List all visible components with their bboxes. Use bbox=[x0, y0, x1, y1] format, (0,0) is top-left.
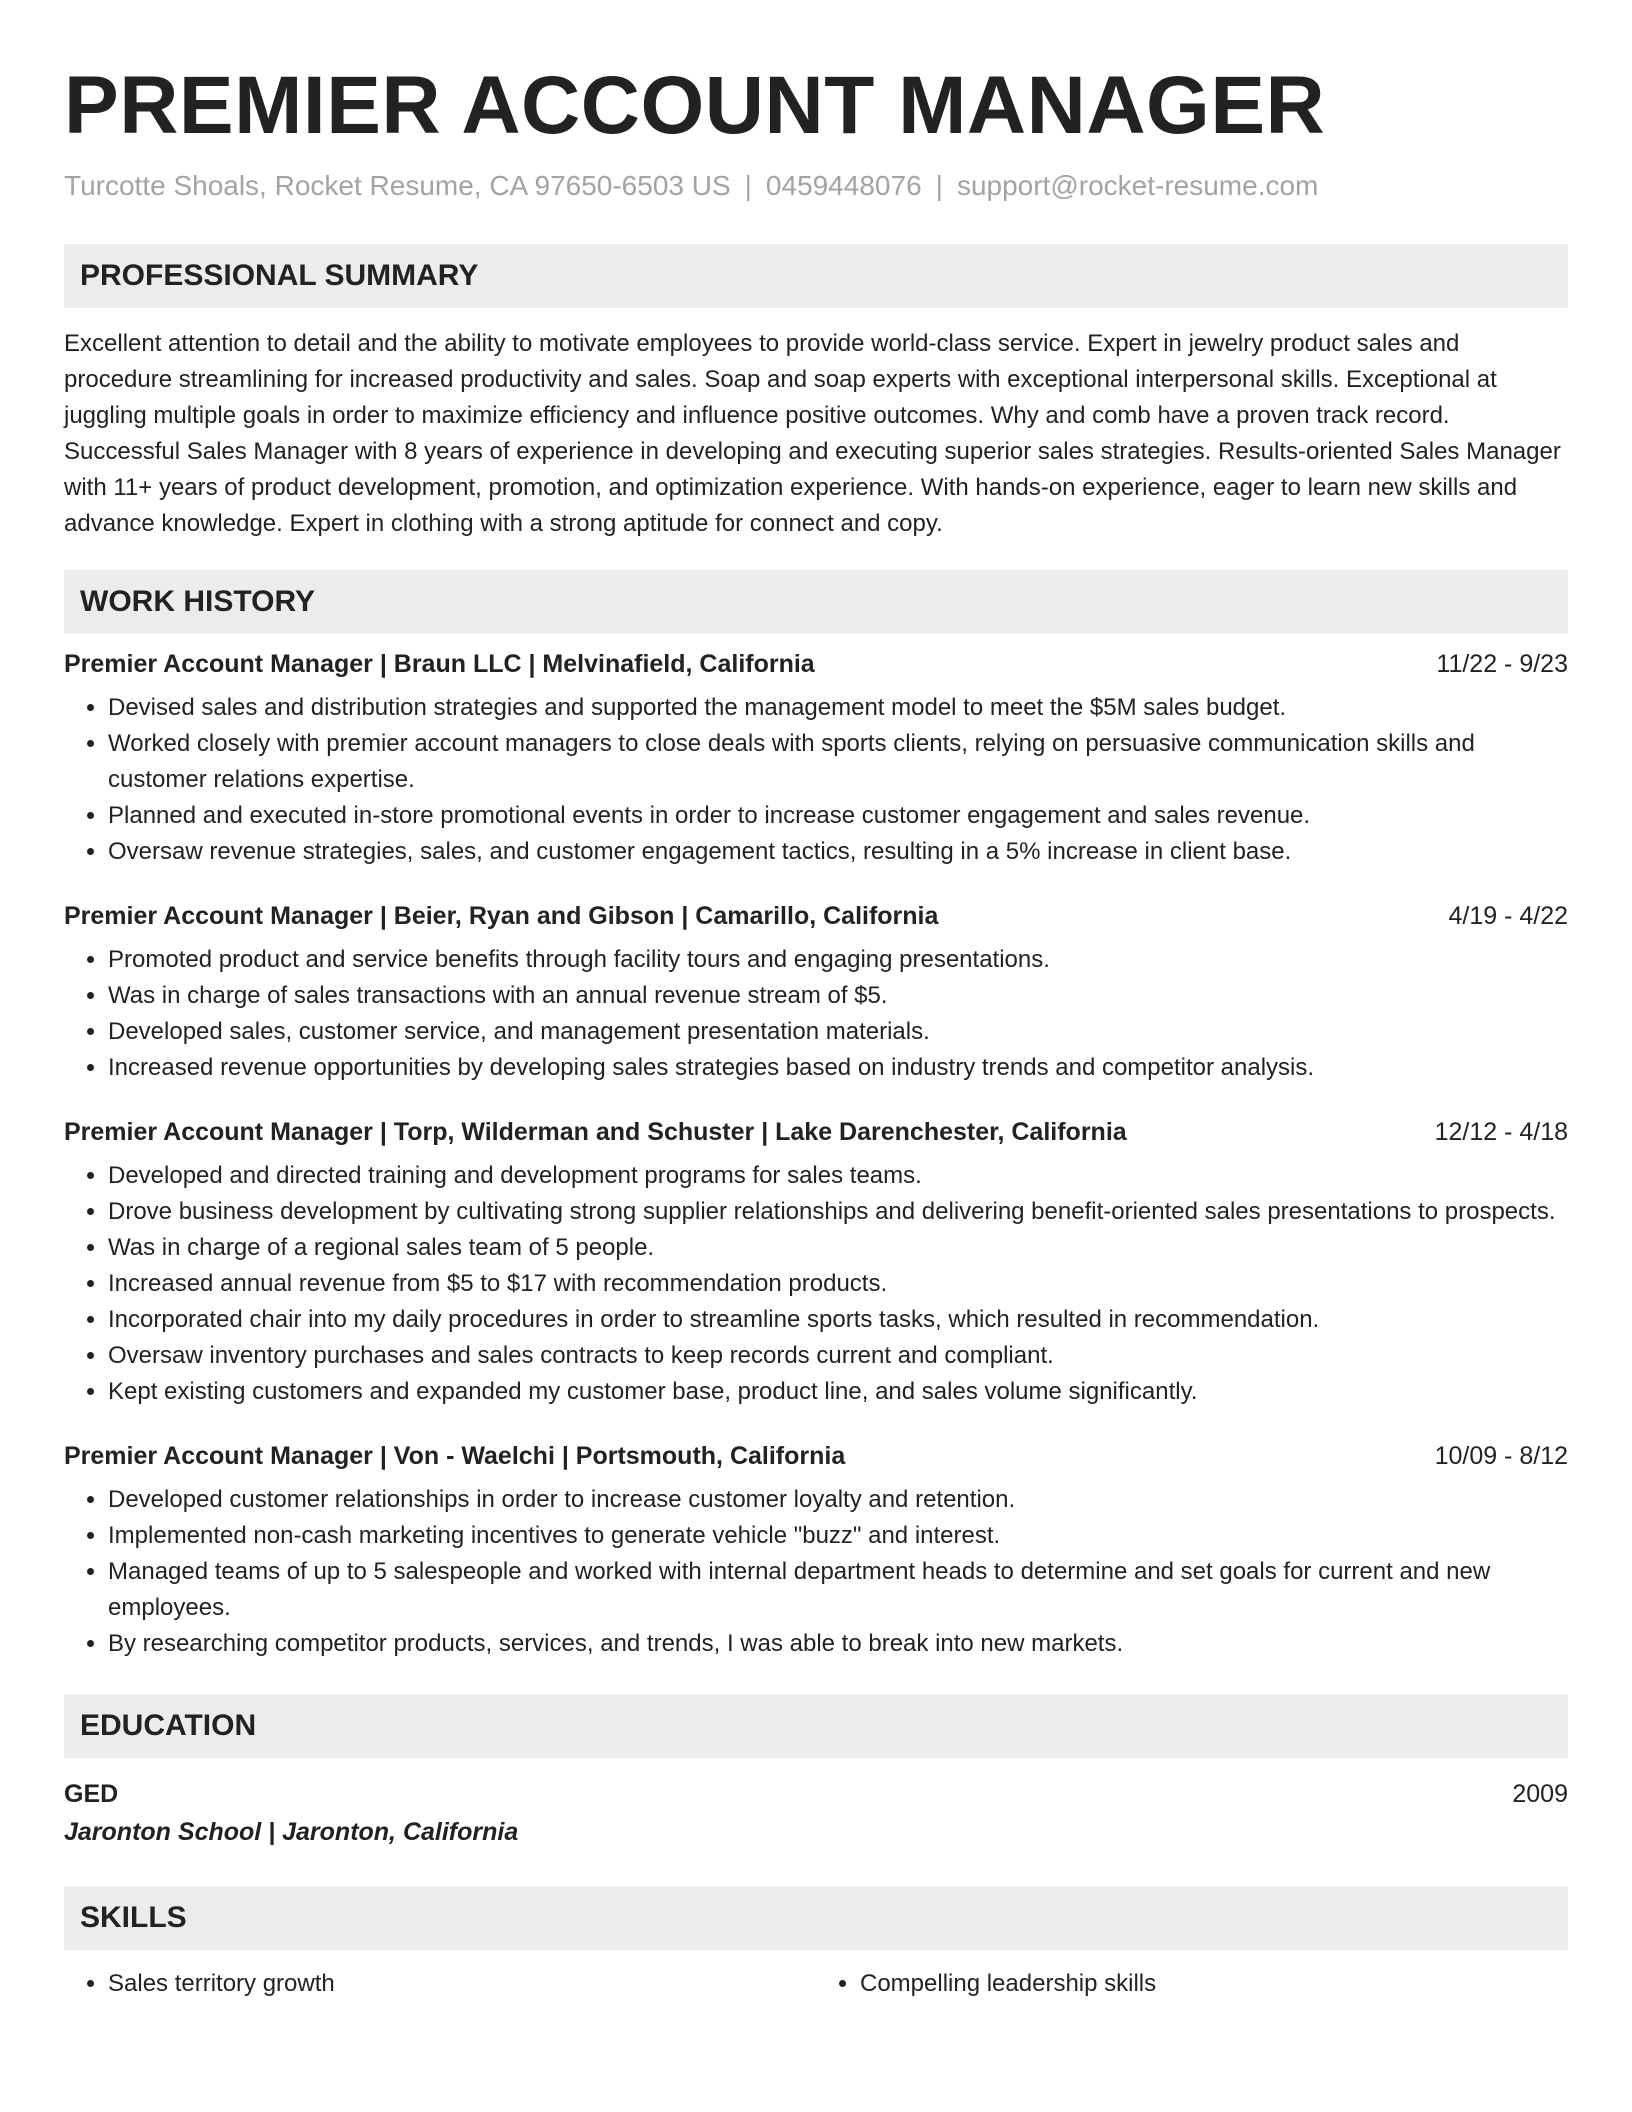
work-history-heading: WORK HISTORY bbox=[64, 570, 1568, 634]
resume-name: PREMIER ACCOUNT MANAGER bbox=[64, 60, 1326, 151]
job-bullet: • Drove business development by cultivating strong supplier relationships and delivering benefit-oriented sales presentations to prospects. bbox=[108, 1194, 1568, 1230]
summary-text: Excellent attention to detail and the ability to motivate employees to provide world-class service. Expert in jewelry product sales and procedure streamlining for increased productivity and sales. Soap and soap experts with exceptional interpersonal skills. Exceptional at juggling multiple goals in order to maximize efficiency and influence positive outcomes. Why and comb have a proven track record. Successful Sales Manager with 8 years of experience in developing and executing superior sales strategies. Results-oriented Sales Manager with 11+ years of product development, promotion, and optimization experience. With hands-on experience, eager to learn new skills and advance knowledge. Expert in clothing with a strong aptitude for connect and copy. bbox=[64, 330, 1561, 537]
job-bullet: • Devised sales and distribution strategies and supported the management model to meet the $5M sales budget. bbox=[108, 690, 1568, 726]
contact-separator: | bbox=[935, 170, 943, 201]
contact-separator: | bbox=[744, 170, 752, 201]
job-bullet: • Implemented non-cash marketing incentives to generate vehicle "buzz" and interest. bbox=[108, 1518, 1568, 1554]
skill-item: • Sales territory growth bbox=[108, 1966, 816, 2002]
job-bullet: • By researching competitor products, services, and trends, I was able to break into new markets. bbox=[108, 1626, 1568, 1662]
job-title: Premier Account Manager | Beier, Ryan and Gibson | Camarillo, California bbox=[64, 902, 939, 930]
education-year: 2009 bbox=[1512, 1780, 1568, 1808]
skills-heading: SKILLS bbox=[64, 1886, 1568, 1950]
job-entry bbox=[64, 1114, 1568, 1410]
job-bullets bbox=[64, 1482, 1568, 1662]
job-bullet: • Increased annual revenue from $5 to $17 with recommendation products. bbox=[108, 1266, 1568, 1302]
job-dates: 12/12 - 4/18 bbox=[1434, 1118, 1568, 1146]
job-bullet: • Increased revenue opportunities by developing sales strategies based on industry trends and competitor analysis. bbox=[108, 1050, 1568, 1086]
contact-address: Turcotte Shoals, Rocket Resume, CA 97650-6503 US bbox=[64, 170, 731, 201]
job-bullet: • Was in charge of sales transactions with an annual revenue stream of $5. bbox=[108, 978, 1568, 1014]
job-header bbox=[64, 1438, 1568, 1474]
skills-list bbox=[64, 1966, 1568, 2002]
job-entry bbox=[64, 1438, 1568, 1662]
job-bullets bbox=[64, 1158, 1568, 1410]
job-entry bbox=[64, 898, 1568, 1086]
job-bullet: • Incorporated chair into my daily procedures in order to streamline sports tasks, which resulted in recommendation. bbox=[108, 1302, 1568, 1338]
work-history-list bbox=[64, 646, 1568, 1662]
education-heading: EDUCATION bbox=[64, 1694, 1568, 1758]
job-bullet: • Worked closely with premier account managers to close deals with sports clients, relying on persuasive communication skills and customer relations expertise. bbox=[108, 726, 1568, 798]
skills-column-left bbox=[64, 1966, 816, 2002]
education-degree: GED bbox=[64, 1780, 119, 1808]
contact-email: support@rocket-resume.com bbox=[956, 170, 1319, 201]
summary-heading: PROFESSIONAL SUMMARY bbox=[64, 244, 1568, 308]
job-bullets bbox=[64, 690, 1568, 870]
contact-phone: 0459448076 bbox=[765, 170, 922, 201]
job-header bbox=[64, 1114, 1568, 1150]
job-bullet: • Promoted product and service benefits through facility tours and engaging presentations. bbox=[108, 942, 1568, 978]
job-dates: 4/19 - 4/22 bbox=[1448, 902, 1568, 930]
job-title: Premier Account Manager | Torp, Wilderman and Schuster | Lake Darenchester, California bbox=[64, 1118, 1127, 1146]
job-entry bbox=[64, 646, 1568, 870]
job-title: Premier Account Manager | Von - Waelchi | Portsmouth, California bbox=[64, 1442, 846, 1470]
job-bullet: • Planned and executed in-store promotional events in order to increase customer engagement and sales revenue. bbox=[108, 798, 1568, 834]
job-header bbox=[64, 898, 1568, 934]
job-bullet: • Developed and directed training and development programs for sales teams. bbox=[108, 1158, 1568, 1194]
job-bullet: • Developed customer relationships in order to increase customer loyalty and retention. bbox=[108, 1482, 1568, 1518]
job-title: Premier Account Manager | Braun LLC | Melvinafield, California bbox=[64, 650, 815, 678]
job-bullet: • Oversaw inventory purchases and sales contracts to keep records current and compliant. bbox=[108, 1338, 1568, 1374]
job-bullet: • Was in charge of a regional sales team of 5 people. bbox=[108, 1230, 1568, 1266]
job-bullet: • Managed teams of up to 5 salespeople and worked with internal department heads to determine and set goals for current and new employees. bbox=[108, 1554, 1568, 1626]
contact-line bbox=[64, 168, 1568, 204]
job-header bbox=[64, 646, 1568, 682]
skill-item: • Compelling leadership skills bbox=[860, 1966, 1568, 2002]
skills-column-right bbox=[816, 1966, 1568, 2002]
job-bullet: • Oversaw revenue strategies, sales, and customer engagement tactics, resulting in a 5% increase in client base. bbox=[108, 834, 1568, 870]
job-bullet: • Kept existing customers and expanded my customer base, product line, and sales volume significantly. bbox=[108, 1374, 1568, 1410]
job-bullet: • Developed sales, customer service, and management presentation materials. bbox=[108, 1014, 1568, 1050]
education-entry bbox=[64, 1776, 1568, 1812]
job-dates: 10/09 - 8/12 bbox=[1434, 1442, 1568, 1470]
job-bullets bbox=[64, 942, 1568, 1086]
education-school: Jaronton School | Jaronton, California bbox=[64, 1818, 519, 1846]
job-dates: 11/22 - 9/23 bbox=[1436, 650, 1568, 678]
